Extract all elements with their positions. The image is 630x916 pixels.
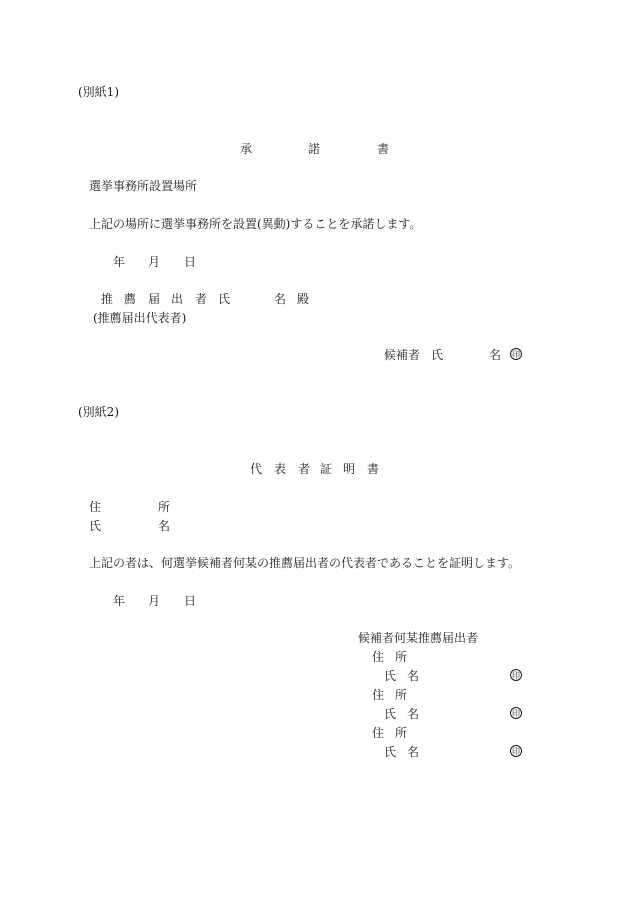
address-label-char: 住 xyxy=(89,500,102,514)
signer-name-char: 名 xyxy=(407,707,420,721)
signer-address-char: 所 xyxy=(395,688,408,702)
seal-mark: 印 xyxy=(512,747,520,756)
addressee-char: 名 xyxy=(274,292,287,306)
signer-name-char: 名 xyxy=(407,669,420,683)
signer-name-char: 名 xyxy=(407,745,420,759)
title-char: 証 xyxy=(320,462,333,476)
addressee-char: 薦 xyxy=(124,292,137,306)
date-month: 月 xyxy=(148,594,161,608)
signer-address-char: 住 xyxy=(372,688,385,702)
title-char: 表 xyxy=(274,462,287,476)
signer-address-char: 住 xyxy=(372,726,385,740)
addressee-char: 殿 xyxy=(297,292,310,306)
title-char: 諾 xyxy=(308,142,321,156)
addressee-char: 届 xyxy=(148,292,161,306)
title-char: 明 xyxy=(343,462,356,476)
signer-name-char: 氏 xyxy=(384,707,397,721)
attachment-label-1: (別紙1) xyxy=(78,85,119,99)
addressee-char: 出 xyxy=(171,292,184,306)
addressee-char: 氏 xyxy=(218,292,231,306)
date-day: 日 xyxy=(184,255,197,269)
addressee-note: (推薦届出代表者) xyxy=(93,311,187,325)
title-char: 承 xyxy=(240,142,253,156)
name-label-char: 名 xyxy=(158,519,171,533)
certification-body: 上記の者は、何選挙候補者何某の推薦届出者の代表者であることを証明します。 xyxy=(89,556,521,570)
signer-name-char: 氏 xyxy=(384,669,397,683)
signer-heading: 候補者何某推薦届出者 xyxy=(358,631,479,645)
title-char: 者 xyxy=(298,462,311,476)
signer-address-char: 住 xyxy=(372,650,385,664)
consent-body: 上記の場所に選挙事務所を設置(異動)することを承諾します。 xyxy=(89,217,422,231)
signer-address-char: 所 xyxy=(395,726,408,740)
title-char: 書 xyxy=(367,462,380,476)
signer-name-char: 氏 xyxy=(384,745,397,759)
seal-mark: 印 xyxy=(512,671,520,680)
seal-mark: 印 xyxy=(512,709,520,718)
signer-name-char: 名 xyxy=(489,348,502,362)
signer-label: 候補者 xyxy=(384,348,421,362)
signer-address-char: 所 xyxy=(395,650,408,664)
title-char: 代 xyxy=(250,462,263,476)
date-year: 年 xyxy=(113,594,126,608)
name-label-char: 氏 xyxy=(89,519,102,533)
seal-mark: 印 xyxy=(512,350,520,359)
addressee-char: 者 xyxy=(195,292,208,306)
place-heading: 選挙事務所設置場所 xyxy=(89,179,198,193)
date-month: 月 xyxy=(148,255,161,269)
attachment-label-2: (別紙2) xyxy=(78,405,119,419)
title-char: 書 xyxy=(377,142,390,156)
signer-name-char: 氏 xyxy=(431,348,444,362)
addressee-char: 推 xyxy=(101,292,114,306)
date-year: 年 xyxy=(113,255,126,269)
date-day: 日 xyxy=(184,594,197,608)
address-label-char: 所 xyxy=(158,500,171,514)
